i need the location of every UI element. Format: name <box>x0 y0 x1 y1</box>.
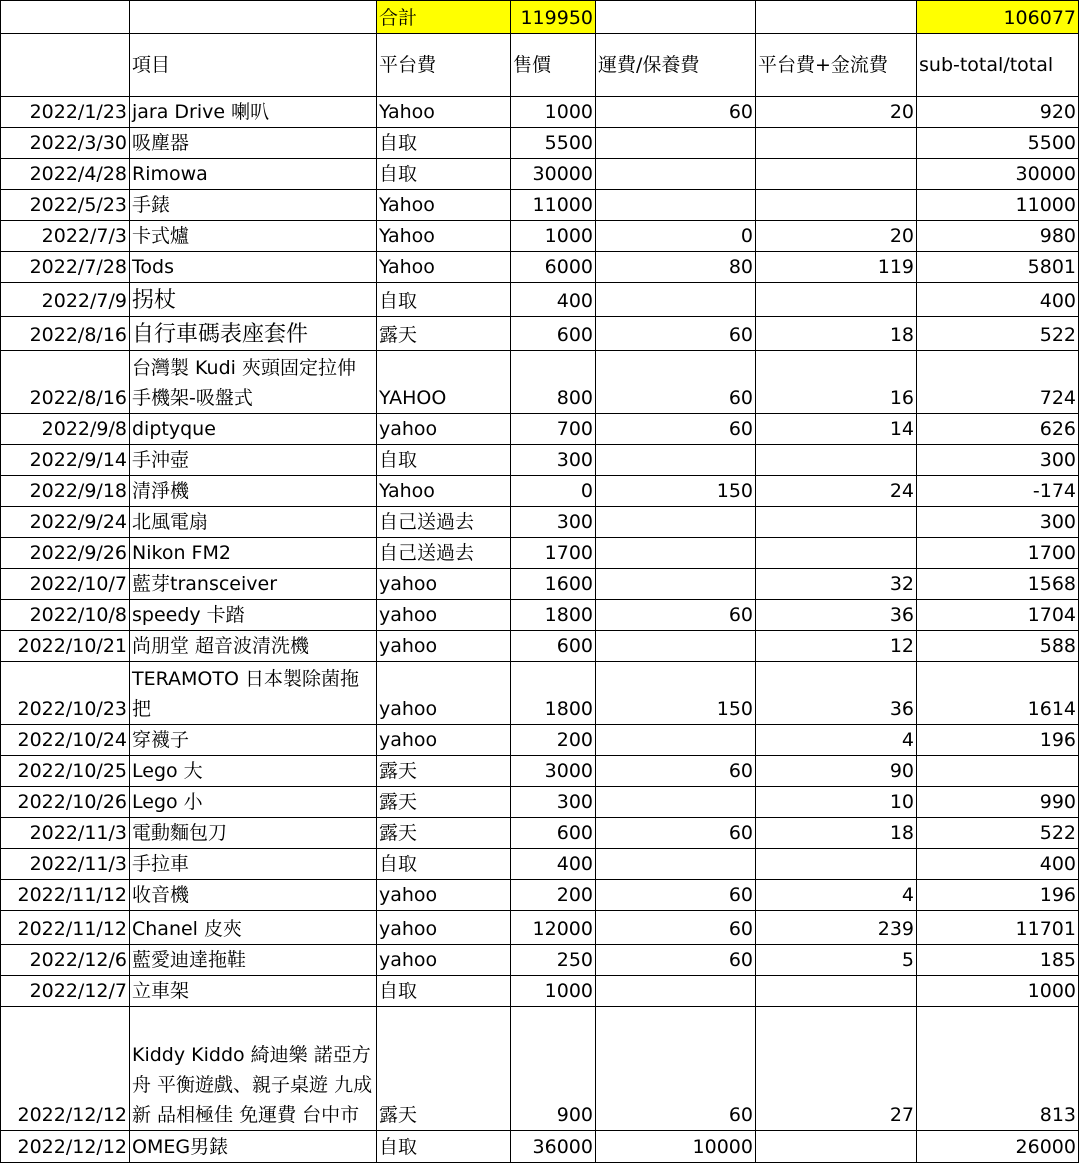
header-cell-price[interactable]: 售價 <box>511 34 596 97</box>
date-cell[interactable]: 2022/10/21 <box>1 631 130 662</box>
date-cell[interactable]: 2022/10/26 <box>1 787 130 818</box>
date-cell[interactable]: 2022/11/12 <box>1 880 130 911</box>
subtotal-cell[interactable]: -174 <box>917 476 1079 507</box>
table-row <box>1 818 1079 849</box>
platform-cell[interactable]: 露天 <box>377 756 511 787</box>
subtotal-cell[interactable]: 300 <box>917 507 1079 538</box>
platform-cell[interactable]: 自己送過去 <box>377 538 511 569</box>
item-cell[interactable]: OMEG男錶 <box>130 1131 377 1163</box>
item-cell[interactable]: 自行車碼表座套件 <box>130 317 377 351</box>
date-cell[interactable]: 2022/10/24 <box>1 725 130 756</box>
subtotal-cell[interactable]: 1568 <box>917 569 1079 600</box>
item-cell[interactable]: Tods <box>130 252 377 283</box>
subtotal-cell[interactable]: 30000 <box>917 159 1079 190</box>
shipping-cell[interactable]: 60 <box>596 756 756 787</box>
subtotal-cell[interactable] <box>917 756 1079 787</box>
table-row <box>1 662 1079 725</box>
date-cell[interactable]: 2022/9/24 <box>1 507 130 538</box>
date-cell[interactable]: 2022/11/3 <box>1 849 130 880</box>
price-cell[interactable]: 30000 <box>511 159 596 190</box>
total-label-cell[interactable]: 合計 <box>377 1 511 34</box>
date-cell[interactable]: 2022/12/12 <box>1 1131 130 1163</box>
table-row <box>1 945 1079 976</box>
table-row <box>1 317 1079 351</box>
shipping-cell[interactable]: 60 <box>596 880 756 911</box>
table-row <box>1 976 1079 1007</box>
item-cell[interactable]: TERAMOTO 日本製除菌拖把 <box>130 662 377 725</box>
date-cell[interactable]: 2022/9/8 <box>1 414 130 445</box>
fee-cell[interactable] <box>756 283 917 317</box>
platform-cell[interactable]: yahoo <box>377 631 511 662</box>
date-cell[interactable]: 2022/10/7 <box>1 569 130 600</box>
cell[interactable] <box>1 1 130 34</box>
item-cell[interactable]: 台灣製 Kudi 夾頭固定拉伸手機架-吸盤式 <box>130 351 377 414</box>
fee-cell[interactable]: 5 <box>756 945 917 976</box>
subtotal-cell[interactable]: 813 <box>917 1007 1079 1131</box>
platform-cell[interactable]: Yahoo <box>377 190 511 221</box>
platform-cell[interactable]: yahoo <box>377 600 511 631</box>
fee-cell[interactable]: 119 <box>756 252 917 283</box>
fee-cell[interactable]: 12 <box>756 631 917 662</box>
table-row <box>1 507 1079 538</box>
platform-cell[interactable]: 露天 <box>377 317 511 351</box>
date-cell[interactable]: 2022/10/23 <box>1 662 130 725</box>
fee-cell[interactable]: 36 <box>756 662 917 725</box>
fee-cell[interactable] <box>756 507 917 538</box>
date-cell[interactable]: 2022/8/16 <box>1 351 130 414</box>
item-cell[interactable]: jara Drive 喇叭 <box>130 97 377 128</box>
fee-cell[interactable] <box>756 159 917 190</box>
table-row <box>1 1131 1079 1163</box>
price-cell[interactable]: 200 <box>511 880 596 911</box>
fee-cell[interactable]: 18 <box>756 818 917 849</box>
table-row <box>1 538 1079 569</box>
price-cell[interactable]: 1600 <box>511 569 596 600</box>
fee-cell[interactable]: 239 <box>756 911 917 945</box>
subtotal-cell[interactable]: 1700 <box>917 538 1079 569</box>
platform-cell[interactable]: 自己送過去 <box>377 507 511 538</box>
platform-cell[interactable]: yahoo <box>377 662 511 725</box>
price-cell[interactable]: 1000 <box>511 221 596 252</box>
table-row <box>1 911 1079 945</box>
table-row <box>1 221 1079 252</box>
platform-cell[interactable]: yahoo <box>377 414 511 445</box>
platform-cell[interactable]: 露天 <box>377 1007 511 1131</box>
date-cell[interactable]: 2022/3/30 <box>1 128 130 159</box>
fee-cell[interactable]: 90 <box>756 756 917 787</box>
fee-cell[interactable]: 4 <box>756 725 917 756</box>
shipping-cell[interactable] <box>596 507 756 538</box>
shipping-cell[interactable] <box>596 538 756 569</box>
fee-cell[interactable]: 36 <box>756 600 917 631</box>
subtotal-cell[interactable]: 11000 <box>917 190 1079 221</box>
platform-cell[interactable]: Yahoo <box>377 221 511 252</box>
fee-cell[interactable]: 24 <box>756 476 917 507</box>
shipping-cell[interactable] <box>596 283 756 317</box>
price-cell[interactable]: 200 <box>511 725 596 756</box>
date-cell[interactable]: 2022/12/6 <box>1 945 130 976</box>
platform-cell[interactable]: yahoo <box>377 725 511 756</box>
subtotal-cell[interactable]: 196 <box>917 880 1079 911</box>
platform-cell[interactable]: yahoo <box>377 911 511 945</box>
cell[interactable] <box>596 1 756 34</box>
item-cell[interactable]: 穿襪子 <box>130 725 377 756</box>
price-cell[interactable]: 400 <box>511 283 596 317</box>
item-cell[interactable]: diptyque <box>130 414 377 445</box>
shipping-cell[interactable]: 60 <box>596 317 756 351</box>
table-row <box>1 725 1079 756</box>
platform-cell[interactable]: 自取 <box>377 849 511 880</box>
date-cell[interactable]: 2022/9/18 <box>1 476 130 507</box>
item-cell[interactable]: Nikon FM2 <box>130 538 377 569</box>
price-cell[interactable]: 36000 <box>511 1131 596 1163</box>
header-cell-subtotal[interactable]: sub-total/total <box>917 34 1079 97</box>
date-cell[interactable]: 2022/12/12 <box>1 1007 130 1131</box>
price-cell[interactable]: 700 <box>511 414 596 445</box>
date-cell[interactable]: 2022/8/16 <box>1 317 130 351</box>
shipping-cell[interactable]: 0 <box>596 221 756 252</box>
item-cell[interactable]: 藍芽transceiver <box>130 569 377 600</box>
table-row <box>1 159 1079 190</box>
shipping-cell[interactable]: 10000 <box>596 1131 756 1163</box>
item-cell[interactable]: 手錶 <box>130 190 377 221</box>
date-cell[interactable]: 2022/10/8 <box>1 600 130 631</box>
fee-cell[interactable] <box>756 128 917 159</box>
item-cell[interactable]: 尚朋堂 超音波清洗機 <box>130 631 377 662</box>
shipping-cell[interactable] <box>596 725 756 756</box>
platform-cell[interactable]: yahoo <box>377 880 511 911</box>
subtotal-cell[interactable]: 920 <box>917 97 1079 128</box>
price-cell[interactable]: 6000 <box>511 252 596 283</box>
shipping-cell[interactable]: 60 <box>596 600 756 631</box>
price-cell[interactable]: 900 <box>511 1007 596 1131</box>
total-price-cell[interactable]: 119950 <box>511 1 596 34</box>
table-row <box>1 600 1079 631</box>
item-cell[interactable]: 北風電扇 <box>130 507 377 538</box>
price-cell[interactable]: 1700 <box>511 538 596 569</box>
table-row <box>1 445 1079 476</box>
price-cell[interactable]: 12000 <box>511 911 596 945</box>
platform-cell[interactable]: Yahoo <box>377 252 511 283</box>
date-cell[interactable]: 2022/10/25 <box>1 756 130 787</box>
shipping-cell[interactable]: 80 <box>596 252 756 283</box>
cell[interactable] <box>756 1 917 34</box>
shipping-cell[interactable] <box>596 631 756 662</box>
table-row <box>1 756 1079 787</box>
subtotal-cell[interactable]: 522 <box>917 317 1079 351</box>
date-cell[interactable]: 2022/12/7 <box>1 976 130 1007</box>
item-cell[interactable]: 藍愛迪達拖鞋 <box>130 945 377 976</box>
price-cell[interactable]: 300 <box>511 445 596 476</box>
date-cell[interactable]: 2022/7/28 <box>1 252 130 283</box>
fee-cell[interactable]: 20 <box>756 221 917 252</box>
price-cell[interactable]: 300 <box>511 787 596 818</box>
item-cell[interactable]: Lego 大 <box>130 756 377 787</box>
fee-cell[interactable]: 32 <box>756 569 917 600</box>
cell[interactable] <box>130 1 377 34</box>
item-cell[interactable]: 立車架 <box>130 976 377 1007</box>
item-cell[interactable]: 吸塵器 <box>130 128 377 159</box>
item-cell[interactable]: 收音機 <box>130 880 377 911</box>
platform-cell[interactable]: Yahoo <box>377 476 511 507</box>
price-cell[interactable]: 1000 <box>511 976 596 1007</box>
fee-cell[interactable] <box>756 445 917 476</box>
table-row <box>1 476 1079 507</box>
item-cell[interactable]: Lego 小 <box>130 787 377 818</box>
price-cell[interactable]: 600 <box>511 818 596 849</box>
date-cell[interactable]: 2022/9/14 <box>1 445 130 476</box>
item-cell[interactable]: Chanel 皮夾 <box>130 911 377 945</box>
fee-cell[interactable] <box>756 849 917 880</box>
table-row <box>1 252 1079 283</box>
header-cell-shipping[interactable]: 運費/保養費 <box>596 34 756 97</box>
grand-total-cell[interactable]: 106077 <box>917 1 1079 34</box>
fee-cell[interactable]: 4 <box>756 880 917 911</box>
item-cell[interactable]: 手沖壺 <box>130 445 377 476</box>
item-cell[interactable]: 拐杖 <box>130 283 377 317</box>
date-cell[interactable]: 2022/7/9 <box>1 283 130 317</box>
table-row <box>1 283 1079 317</box>
shipping-cell[interactable] <box>596 190 756 221</box>
shipping-cell[interactable]: 60 <box>596 911 756 945</box>
shipping-cell[interactable]: 150 <box>596 476 756 507</box>
subtotal-cell[interactable]: 400 <box>917 849 1079 880</box>
price-cell[interactable]: 600 <box>511 631 596 662</box>
date-cell[interactable]: 2022/9/26 <box>1 538 130 569</box>
table-row <box>1 849 1079 880</box>
price-cell[interactable]: 1800 <box>511 662 596 725</box>
item-cell[interactable]: speedy 卡踏 <box>130 600 377 631</box>
shipping-cell[interactable]: 60 <box>596 1007 756 1131</box>
header-row <box>1 34 1079 97</box>
subtotal-cell[interactable]: 724 <box>917 351 1079 414</box>
shipping-cell[interactable]: 150 <box>596 662 756 725</box>
fee-cell[interactable]: 14 <box>756 414 917 445</box>
table-row <box>1 97 1079 128</box>
platform-cell[interactable]: 自取 <box>377 128 511 159</box>
item-cell[interactable]: Rimowa <box>130 159 377 190</box>
header-cell-date[interactable] <box>1 34 130 97</box>
header-cell-platform[interactable]: 平台費 <box>377 34 511 97</box>
price-cell[interactable]: 300 <box>511 507 596 538</box>
table-row <box>1 190 1079 221</box>
header-cell-item[interactable]: 項目 <box>130 34 377 97</box>
platform-cell[interactable]: 自取 <box>377 445 511 476</box>
fee-cell[interactable]: 20 <box>756 97 917 128</box>
date-cell[interactable]: 2022/11/12 <box>1 911 130 945</box>
shipping-cell[interactable]: 60 <box>596 97 756 128</box>
price-cell[interactable]: 1800 <box>511 600 596 631</box>
platform-cell[interactable]: 露天 <box>377 787 511 818</box>
fee-cell[interactable] <box>756 1131 917 1163</box>
subtotal-cell[interactable]: 11701 <box>917 911 1079 945</box>
subtotal-cell[interactable]: 400 <box>917 283 1079 317</box>
price-cell[interactable]: 5500 <box>511 128 596 159</box>
subtotal-cell[interactable]: 588 <box>917 631 1079 662</box>
subtotal-cell[interactable]: 1614 <box>917 662 1079 725</box>
subtotal-cell[interactable]: 196 <box>917 725 1079 756</box>
date-cell[interactable]: 2022/7/3 <box>1 221 130 252</box>
platform-cell[interactable]: 露天 <box>377 818 511 849</box>
fee-cell[interactable] <box>756 190 917 221</box>
table-row <box>1 880 1079 911</box>
shipping-cell[interactable] <box>596 849 756 880</box>
fee-cell[interactable] <box>756 538 917 569</box>
shipping-cell[interactable] <box>596 569 756 600</box>
subtotal-cell[interactable]: 980 <box>917 221 1079 252</box>
shipping-cell[interactable]: 60 <box>596 818 756 849</box>
price-cell[interactable]: 1000 <box>511 97 596 128</box>
platform-cell[interactable]: yahoo <box>377 569 511 600</box>
subtotal-cell[interactable]: 1704 <box>917 600 1079 631</box>
table-row <box>1 414 1079 445</box>
fee-cell[interactable]: 10 <box>756 787 917 818</box>
item-cell[interactable]: 卡式爐 <box>130 221 377 252</box>
date-cell[interactable]: 2022/1/23 <box>1 97 130 128</box>
subtotal-cell[interactable]: 522 <box>917 818 1079 849</box>
subtotal-cell[interactable]: 5500 <box>917 128 1079 159</box>
subtotal-cell[interactable]: 185 <box>917 945 1079 976</box>
shipping-cell[interactable] <box>596 159 756 190</box>
platform-cell[interactable]: Yahoo <box>377 97 511 128</box>
header-cell-fee[interactable]: 平台費+金流費 <box>756 34 917 97</box>
platform-cell[interactable]: yahoo <box>377 945 511 976</box>
date-cell[interactable]: 2022/4/28 <box>1 159 130 190</box>
subtotal-cell[interactable]: 26000 <box>917 1131 1079 1163</box>
fee-cell[interactable] <box>756 976 917 1007</box>
price-cell[interactable]: 250 <box>511 945 596 976</box>
table-row <box>1 128 1079 159</box>
item-cell[interactable]: Kiddy Kiddo 綺迪樂 諾亞方舟 平衡遊戲、親子桌遊 九成新 品相極佳 免運費 台中市 <box>130 1007 377 1131</box>
price-cell[interactable]: 0 <box>511 476 596 507</box>
shipping-cell[interactable] <box>596 976 756 1007</box>
date-cell[interactable]: 2022/5/23 <box>1 190 130 221</box>
summary-row <box>1 1 1079 34</box>
price-cell[interactable]: 3000 <box>511 756 596 787</box>
subtotal-cell[interactable]: 300 <box>917 445 1079 476</box>
platform-cell[interactable]: 自取 <box>377 283 511 317</box>
shipping-cell[interactable]: 60 <box>596 351 756 414</box>
price-cell[interactable]: 800 <box>511 351 596 414</box>
table-row <box>1 631 1079 662</box>
subtotal-cell[interactable]: 990 <box>917 787 1079 818</box>
fee-cell[interactable]: 16 <box>756 351 917 414</box>
shipping-cell[interactable] <box>596 787 756 818</box>
table-row <box>1 569 1079 600</box>
price-cell[interactable]: 11000 <box>511 190 596 221</box>
table-row <box>1 1007 1079 1131</box>
table-row <box>1 787 1079 818</box>
subtotal-cell[interactable]: 626 <box>917 414 1079 445</box>
shipping-cell[interactable]: 60 <box>596 414 756 445</box>
platform-cell[interactable]: YAHOO <box>377 351 511 414</box>
fee-cell[interactable]: 27 <box>756 1007 917 1131</box>
shipping-cell[interactable] <box>596 445 756 476</box>
price-cell[interactable]: 600 <box>511 317 596 351</box>
table-row <box>1 351 1079 414</box>
platform-cell[interactable]: 自取 <box>377 976 511 1007</box>
fee-cell[interactable]: 18 <box>756 317 917 351</box>
shipping-cell[interactable]: 60 <box>596 945 756 976</box>
platform-cell[interactable]: 自取 <box>377 1131 511 1163</box>
item-cell[interactable]: 清淨機 <box>130 476 377 507</box>
platform-cell[interactable]: 自取 <box>377 159 511 190</box>
item-cell[interactable]: 手拉車 <box>130 849 377 880</box>
item-cell[interactable]: 電動麵包刀 <box>130 818 377 849</box>
subtotal-cell[interactable]: 1000 <box>917 976 1079 1007</box>
price-cell[interactable]: 400 <box>511 849 596 880</box>
date-cell[interactable]: 2022/11/3 <box>1 818 130 849</box>
subtotal-cell[interactable]: 5801 <box>917 252 1079 283</box>
shipping-cell[interactable] <box>596 128 756 159</box>
